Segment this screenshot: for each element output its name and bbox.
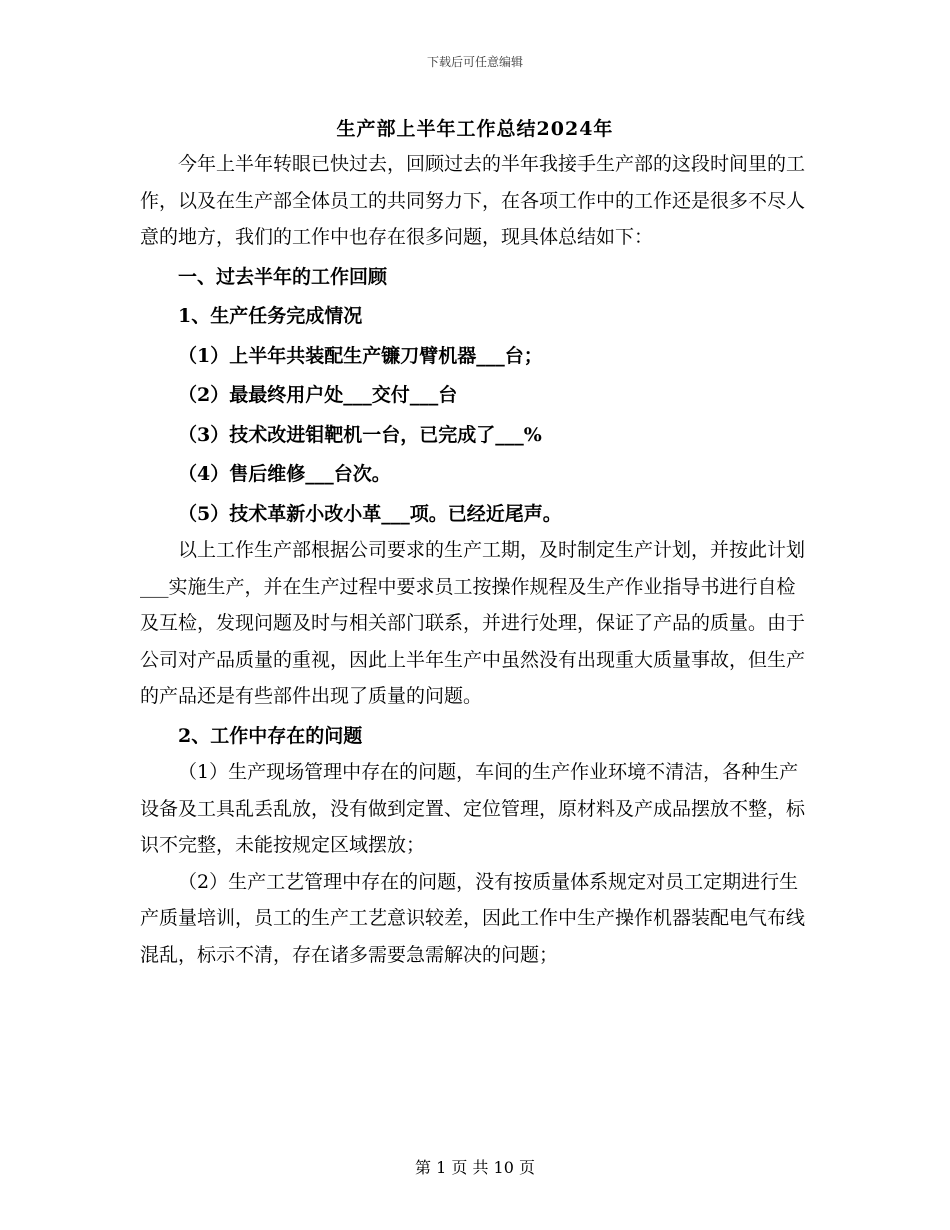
document-title: 生产部上半年工作总结2024年 [336,118,614,140]
list-item: （4）售后维修___台次。 [178,463,391,485]
header-note: 下载后可任意编辑 [426,55,523,69]
problem-item: （2）生产工艺管理中存在的问题，没有按质量体系规定对员工定期进行生产质量培训，员工的生产工艺意识较差，因此工作中生产操作机器装配电气布线混乱，标示不清，存在诸多需要急需解决的问题； [140,870,806,966]
intro-paragraph: 今年上半年转眼已快过去，回顾过去的半年我接手生产部的这段时间里的工作，以及在生产部全体员工的共同努力下，在各项工作中的工作还是很多不尽人意的地方，我们的工作中也存在很多问题，现具体总结如下： [140,153,806,248]
page-number: 第 1 页 共 10 页 [415,1158,535,1177]
subsection-heading-production: 1、生产任务完成情况 [178,305,363,327]
section-heading-review: 一、过去半年的工作回顾 [178,265,388,288]
subsection-heading-problems: 2、工作中存在的问题 [178,724,363,747]
production-paragraph: 以上工作生产部根据公司要求的生产工期，及时制定生产计划，并按此计划___实施生产，并在生产过程中要求员工按操作规程及生产作业指导书进行自检及互检，发现问题及时与相关部门联系，并进行处理，保证了产品的质量。由于公司对产品质量的重视，因此上半年生产中虽然没有出现重大质量事故，但生产的产品还是有些部件出现了质量的问题。 [140,539,806,707]
list-item: （5）技术革新小改小革___项。已经近尾声。 [178,502,562,525]
list-item: （1）上半年共装配生产镰刀臂机器___台； [178,344,543,367]
list-item: （2）最最终用户处___交付___台 [178,384,458,406]
document-body [140,146,810,973]
problem-item: （1）生产现场管理中存在的问题，车间的生产作业环境不清洁，各种生产设备及工具乱丢乱放，没有做到定置、定位管理，原材料及产成品摆放不整，标识不完整，未能按规定区域摆放； [140,761,806,856]
list-item: （3）技术改进钼靶机一台，已完成了___% [178,423,542,446]
